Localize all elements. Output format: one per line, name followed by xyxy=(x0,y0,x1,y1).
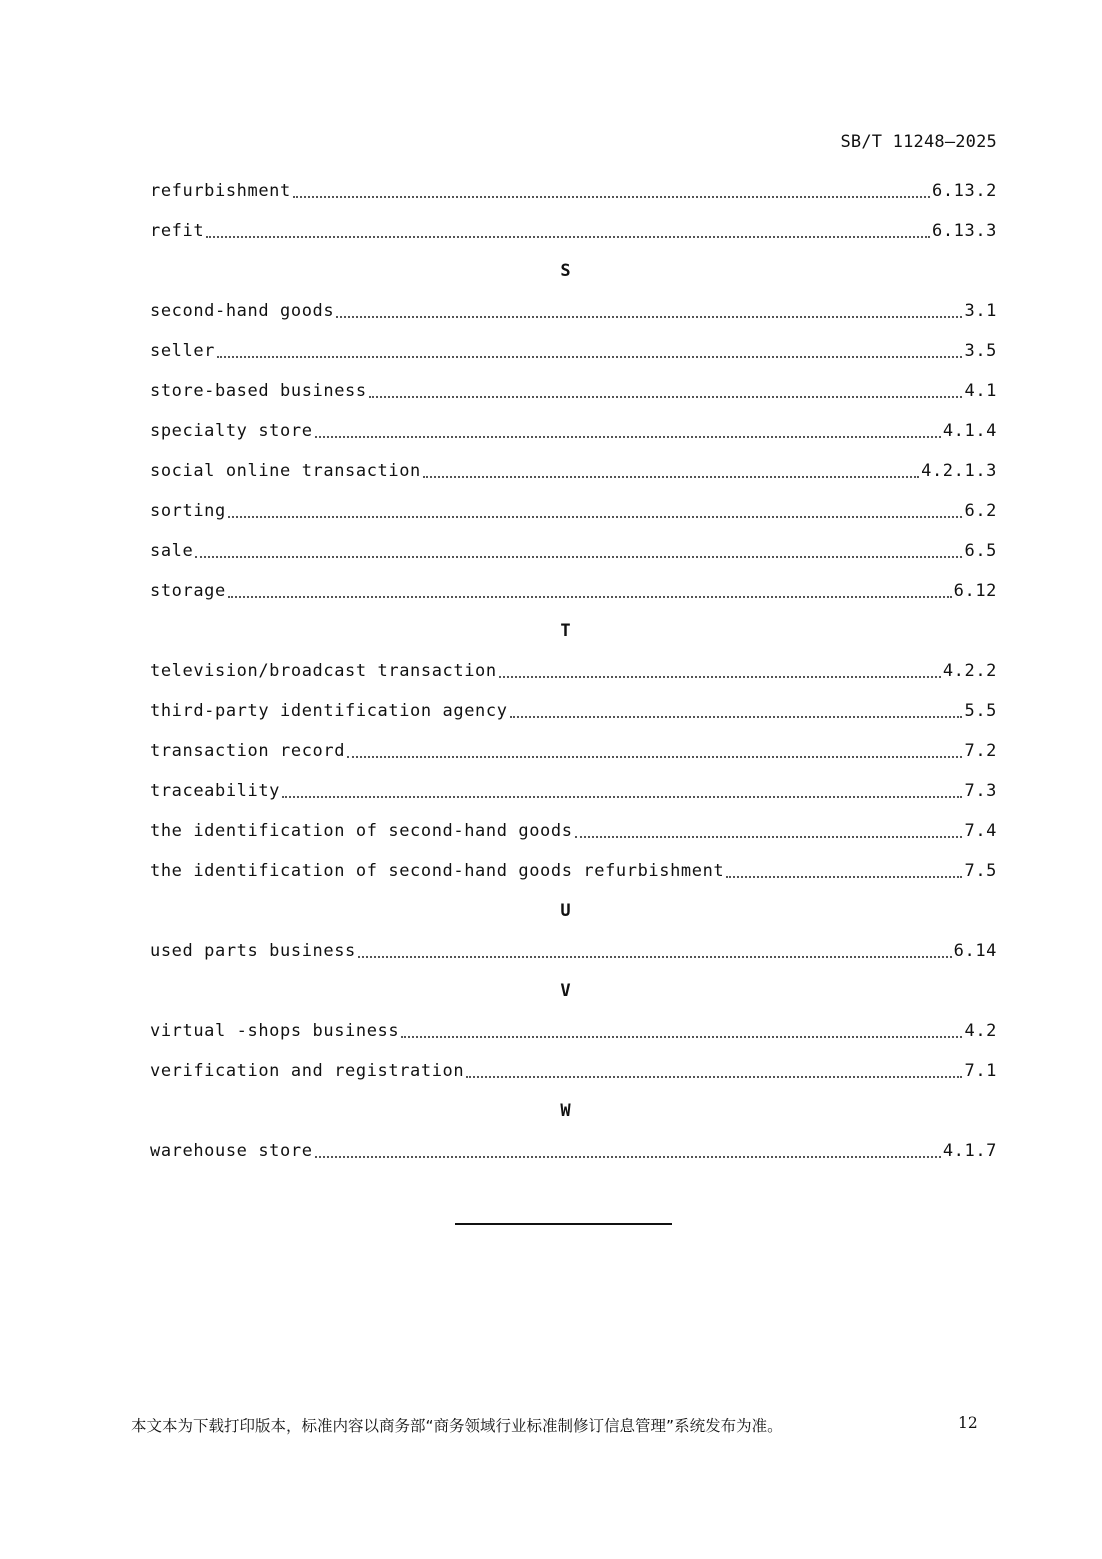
index-ref: 7.3 xyxy=(964,781,997,801)
index-entry xyxy=(150,851,997,891)
index-ref: 5.5 xyxy=(964,701,997,721)
dot-leader xyxy=(315,435,941,438)
index-list xyxy=(150,171,997,1171)
dot-leader xyxy=(726,875,962,878)
index-ref: 7.5 xyxy=(964,861,997,881)
index-entry xyxy=(150,1011,997,1051)
index-ref: 4.2.1.3 xyxy=(921,461,997,481)
index-ref: 6.14 xyxy=(953,941,997,961)
end-rule xyxy=(455,1223,672,1225)
index-entry xyxy=(150,1131,997,1171)
index-letter-heading: S xyxy=(560,261,571,281)
dot-leader xyxy=(347,755,962,758)
index-letter-heading: V xyxy=(560,981,571,1001)
index-ref: 4.2.2 xyxy=(942,661,997,681)
index-ref: 3.5 xyxy=(964,341,997,361)
index-ref: 4.2 xyxy=(964,1021,997,1041)
index-entry xyxy=(150,1051,997,1091)
dot-leader xyxy=(336,315,962,318)
index-term: sale xyxy=(150,541,194,561)
index-entry xyxy=(150,571,997,611)
index-ref: 7.2 xyxy=(964,741,997,761)
index-ref: 4.1.7 xyxy=(942,1141,997,1161)
index-letter-heading: U xyxy=(560,901,571,921)
index-ref: 7.4 xyxy=(964,821,997,841)
index-entry xyxy=(150,651,997,691)
index-term: seller xyxy=(150,341,216,361)
index-entry xyxy=(150,731,997,771)
footer-notice: 本文本为下载打印版本，标准内容以商务部“商务领域行业标准制修订信息管理”系统发布为准。 xyxy=(131,1417,783,1435)
document-id: SB/T 11248—2025 xyxy=(840,132,997,152)
dot-leader xyxy=(401,1035,962,1038)
dot-leader xyxy=(575,835,963,838)
index-entry xyxy=(150,331,997,371)
index-entry xyxy=(150,451,997,491)
index-term: traceability xyxy=(150,781,281,801)
dot-leader xyxy=(228,515,963,518)
index-term: refit xyxy=(150,221,205,241)
dot-leader xyxy=(228,595,952,598)
index-ref: 4.1 xyxy=(964,381,997,401)
index-term: refurbishment xyxy=(150,181,291,201)
dot-leader xyxy=(206,235,930,238)
index-term: virtual -shops business xyxy=(150,1021,400,1041)
index-ref: 6.13.3 xyxy=(931,221,997,241)
index-entry xyxy=(150,211,997,251)
index-entry xyxy=(150,371,997,411)
dot-leader xyxy=(423,475,919,478)
index-entry xyxy=(150,491,997,531)
index-term: third-party identification agency xyxy=(150,701,508,721)
page-number: 12 xyxy=(958,1414,978,1432)
index-entry xyxy=(150,811,997,851)
index-term: social online transaction xyxy=(150,461,421,481)
index-entry xyxy=(150,771,997,811)
index-entry xyxy=(150,691,997,731)
index-term: store-based business xyxy=(150,381,367,401)
index-term: used parts business xyxy=(150,941,356,961)
index-ref: 6.5 xyxy=(964,541,997,561)
index-term: sorting xyxy=(150,501,226,521)
index-ref: 6.2 xyxy=(964,501,997,521)
index-term: the identification of second-hand goods xyxy=(150,821,573,841)
index-ref: 7.1 xyxy=(964,1061,997,1081)
index-term: the identification of second-hand goods refurbishment xyxy=(150,861,725,881)
dot-leader xyxy=(369,395,963,398)
dot-leader xyxy=(217,355,962,358)
index-ref: 6.12 xyxy=(953,581,997,601)
dot-leader xyxy=(358,955,952,958)
index-entry xyxy=(150,291,997,331)
dot-leader xyxy=(315,1155,941,1158)
index-letter-heading: W xyxy=(560,1101,571,1121)
index-term: television/broadcast transaction xyxy=(150,661,497,681)
index-term: second-hand goods xyxy=(150,301,335,321)
index-entry xyxy=(150,531,997,571)
index-entry xyxy=(150,931,997,971)
index-ref: 4.1.4 xyxy=(942,421,997,441)
dot-leader xyxy=(466,1075,962,1078)
index-term: transaction record xyxy=(150,741,346,761)
dot-leader xyxy=(293,195,930,198)
index-ref: 6.13.2 xyxy=(931,181,997,201)
index-ref: 3.1 xyxy=(964,301,997,321)
dot-leader xyxy=(282,795,962,798)
dot-leader xyxy=(499,675,941,678)
index-term: warehouse store xyxy=(150,1141,313,1161)
dot-leader xyxy=(195,555,962,558)
index-entry xyxy=(150,411,997,451)
index-letter-heading: T xyxy=(560,621,571,641)
dot-leader xyxy=(510,715,963,718)
index-entry xyxy=(150,171,997,211)
index-term: specialty store xyxy=(150,421,313,441)
index-term: storage xyxy=(150,581,226,601)
index-term: verification and registration xyxy=(150,1061,465,1081)
